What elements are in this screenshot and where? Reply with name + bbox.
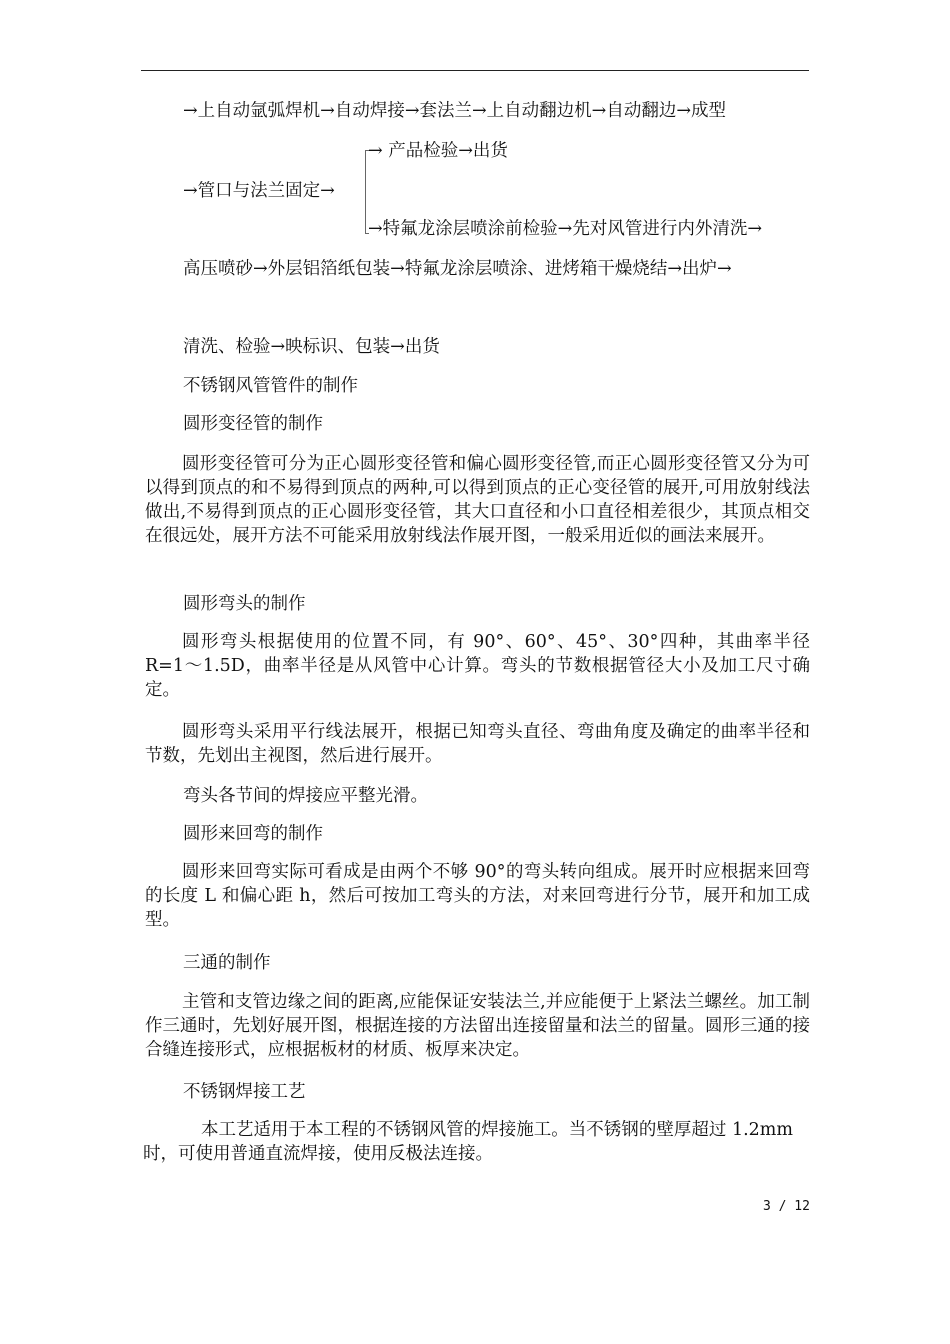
header-rule xyxy=(141,70,809,71)
paragraph-welding: 本工艺适用于本工程的不锈钢风管的焊接施工。当不锈钢的壁厚超过 1.2mm 时，可使用普通直流焊接，使用反极法连接。 xyxy=(143,1120,793,1164)
heading-offset-bend: 圆形来回弯的制作 xyxy=(183,824,323,844)
heading-tee: 三通的制作 xyxy=(183,953,271,973)
paragraph-reducer: 圆形变径管可分为正心圆形变径管和偏心圆形变径管,而正心圆形变径管又分为可以得到顶点的和不易得到顶点的两种,可以得到顶点的正心变径管的展开,可用放射线法做出,不易得到顶点的正心圆形变径管，其大口直径和小口直径相差很少，其顶点相交在很远处，展开方法不可能采用放射线法作展开图，一般采用近似的画法来展开。 xyxy=(145,454,810,546)
paragraph-elbow-unfold: 圆形弯头采用平行线法展开，根据已知弯头直径、弯曲角度及确定的曲率半径和节数，先划出主视图，然后进行展开。 xyxy=(145,722,810,766)
flow-line-1: →上自动氩弧焊机→自动焊接→套法兰→上自动翻边机→自动翻边→成型 xyxy=(183,101,726,121)
flow-line-3: 高压喷砂→外层铝箔纸包装→特氟龙涂层喷涂、进烤箱干燥烧结→出炉→ xyxy=(183,259,732,279)
paragraph-elbow-weld: 弯头各节间的焊接应平整光滑。 xyxy=(183,786,428,806)
page-number: 3 / 12 xyxy=(763,1199,810,1214)
paragraph-elbow-types: 圆形弯头根据使用的位置不同，有 90°、60°、45°、30°四种，其曲率半径 R=1～1.5D，曲率半径是从风管中心计算。弯头的节数根据管径大小及加工尺寸确定。 xyxy=(145,632,810,700)
heading-stainless-welding: 不锈钢焊接工艺 xyxy=(183,1082,306,1102)
heading-round-elbow: 圆形弯头的制作 xyxy=(183,594,306,614)
flow-branch-top: → 产品检验→出货 xyxy=(368,141,508,161)
flow-line-4: 清洗、检验→映标识、包装→出货 xyxy=(183,337,440,357)
heading-round-reducer: 圆形变径管的制作 xyxy=(183,414,323,434)
paragraph-offset-bend: 圆形来回弯实际可看成是由两个不够 90°的弯头转向组成。展开时应根据来回弯的长度 L 和偏心距 h，然后可按加工弯头的方法，对来回弯进行分节，展开和加工成型。 xyxy=(145,862,810,930)
flow-branch-left: →管口与法兰固定→ xyxy=(183,181,335,201)
flow-branch-bottom: →特氟龙涂层喷涂前检验→先对风管进行内外清洗→ xyxy=(368,219,762,239)
heading-stainless-fittings: 不锈钢风管管件的制作 xyxy=(183,376,358,396)
paragraph-tee: 主管和支管边缘之间的距离,应能保证安装法兰,并应能便于上紧法兰螺丝。加工制作三通时，先划好展开图，根据连接的方法留出连接留量和法兰的留量。圆形三通的接合缝连接形式，应根据板材的材质、板厚来决定。 xyxy=(145,992,810,1060)
